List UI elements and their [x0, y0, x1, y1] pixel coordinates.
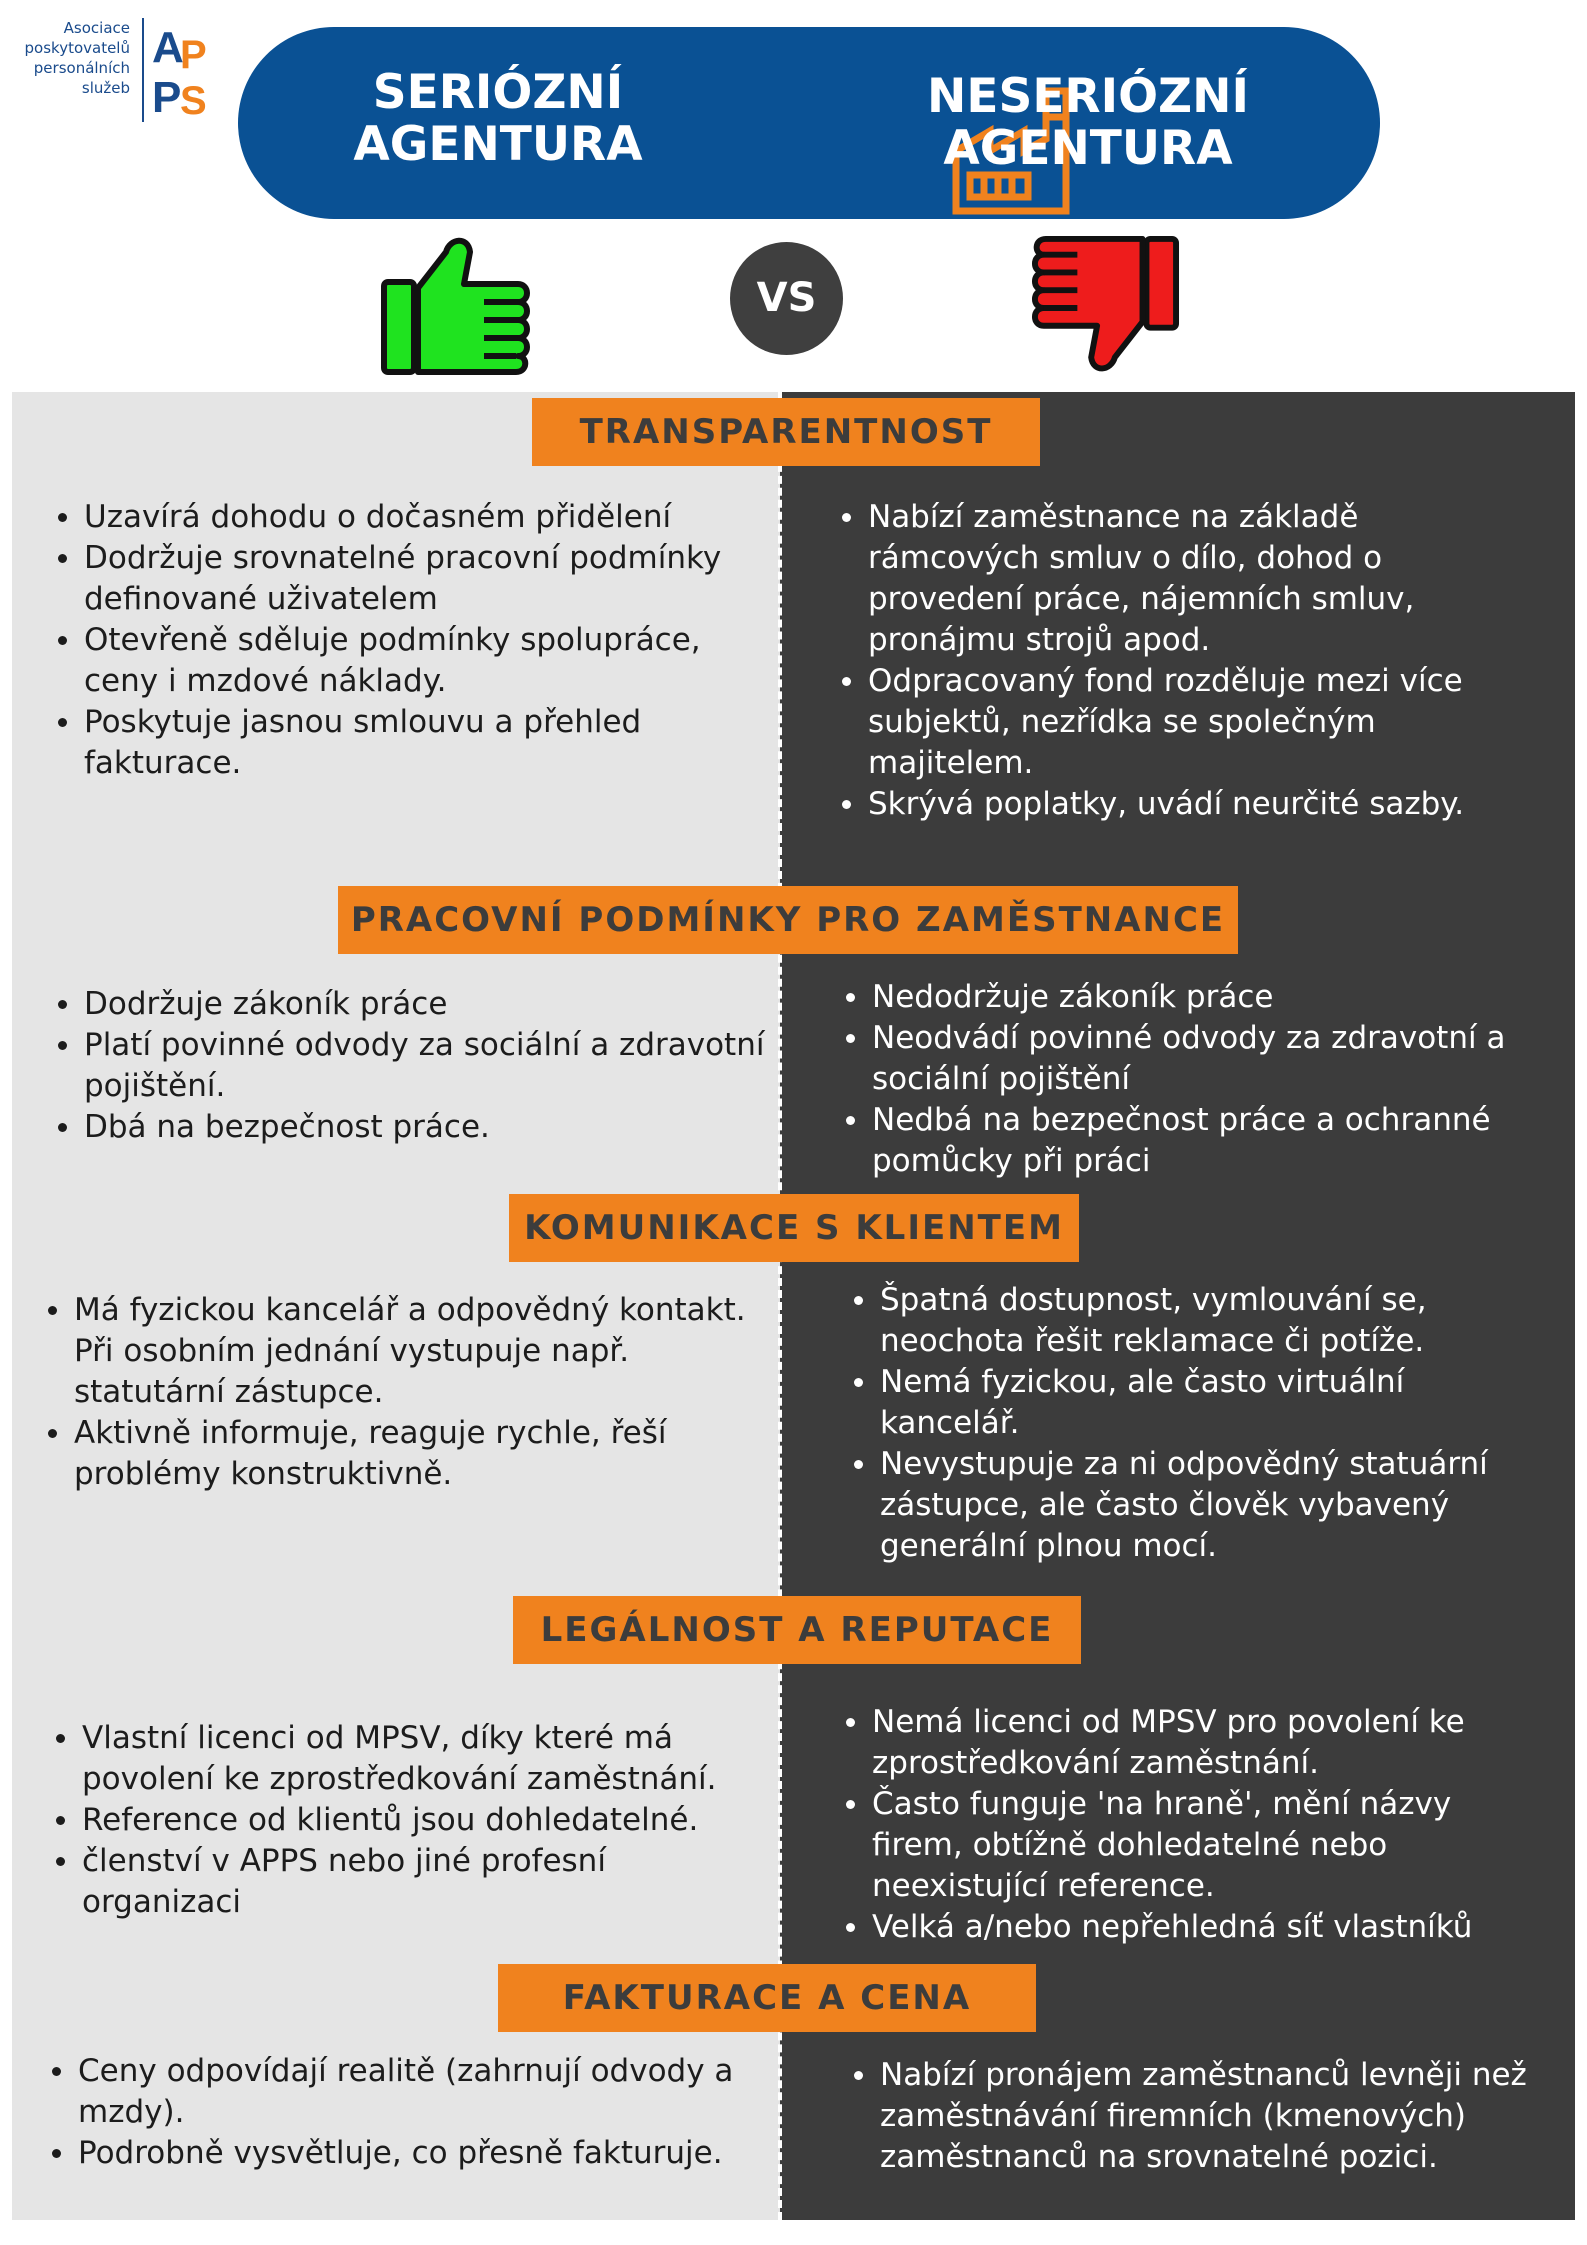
vs-badge: VS	[730, 242, 843, 355]
header-banner	[238, 27, 1380, 219]
list-item: Nabízí pronájem zaměstnanců levněji než zaměstnávání firemních (kmenových) zaměstnanců na srovnatelné pozici.	[848, 2055, 1538, 2178]
logo-divider	[142, 18, 144, 122]
list-item: Aktivně informuje, reaguje rychle, řeší problémy konstruktivně.	[42, 1413, 767, 1495]
section-title-working-conditions: PRACOVNÍ PODMÍNKY PRO ZAMĚSTNANCE	[338, 886, 1238, 954]
list-item: Nedodržuje zákoník práce	[840, 977, 1530, 1018]
list-item: členství v APPS nebo jiné profesní organizaci	[50, 1841, 750, 1923]
list-item: Uzavírá dohodu o dočasném přidělení	[52, 497, 752, 538]
thumbs-down-icon	[1030, 232, 1180, 382]
list-item: Nabízí zaměstnance na základě rámcových smluv o dílo, dohod o provedení práce, nájemních smluv, pronájmu strojů apod.	[836, 497, 1496, 661]
list-item: Vlastní licenci od MPSV, díky které má povolení ke zprostředkování zaměstnání.	[50, 1718, 750, 1800]
list-item: Neodvádí povinné odvody za zdravotní a sociální pojištění	[840, 1018, 1530, 1100]
logo-line: personálních	[33, 59, 130, 77]
section-title-client-communication: KOMUNIKACE S KLIENTEM	[509, 1194, 1079, 1262]
thumbs-up-icon	[380, 232, 532, 378]
working-conditions-serious-list	[52, 984, 772, 1148]
logo-letter-p2: P	[152, 73, 182, 118]
logo-line: poskytovatelů	[24, 39, 130, 57]
apps-logo-mark	[150, 18, 214, 118]
section-title-transparency: TRANSPARENTNOST	[532, 398, 1040, 466]
invoicing-unserious-list	[848, 2055, 1538, 2178]
column-divider	[778, 392, 782, 2220]
client-communication-unserious-list	[848, 1280, 1488, 1567]
legality-unserious-list	[840, 1702, 1530, 1948]
list-item: Nemá fyzickou, ale často virtuální kancelář.	[848, 1362, 1488, 1444]
logo-letter-p: P	[180, 33, 207, 77]
list-item: Poskytuje jasnou smlouvu a přehled fakturace.	[52, 702, 752, 784]
section-title-legality: LEGÁLNOST A REPUTACE	[513, 1596, 1081, 1664]
list-item: Má fyzickou kancelář a odpovědný kontakt. Při osobním jednání vystupuje např. statutární zástupce.	[42, 1290, 767, 1413]
list-item: Velká a/nebo nepřehledná síť vlastníků	[840, 1907, 1530, 1948]
list-item: Nemá licenci od MPSV pro povolení ke zprostředkování zaměstnání.	[840, 1702, 1530, 1784]
logo-line: služeb	[81, 79, 130, 97]
list-item: Podrobně vysvětluje, co přesně fakturuje.	[46, 2133, 761, 2174]
invoicing-serious-list	[46, 2051, 761, 2174]
list-item: Špatná dostupnost, vymlouvání se, neochota řešit reklamace či potíže.	[848, 1280, 1488, 1362]
legality-serious-list	[50, 1718, 750, 1923]
list-item: Otevřeně sděluje podmínky spolupráce, ceny i mzdové náklady.	[52, 620, 752, 702]
list-item: Dodržuje zákoník práce	[52, 984, 772, 1025]
transparency-unserious-list	[836, 497, 1496, 825]
apps-logo	[10, 10, 210, 120]
list-item: Skrývá poplatky, uvádí neurčité sazby.	[836, 784, 1496, 825]
list-item: Ceny odpovídají realitě (zahrnují odvody a mzdy).	[46, 2051, 761, 2133]
logo-letter-s: S	[180, 79, 207, 118]
list-item: Nevystupuje za ni odpovědný statuární zástupce, ale často člověk vybavený generální plnou mocí.	[848, 1444, 1488, 1567]
list-item: Často funguje 'na hraně', mění názvy firem, obtížně dohledatelné nebo neexistující reference.	[840, 1784, 1530, 1907]
section-title-invoicing: FAKTURACE A CENA	[498, 1964, 1036, 2032]
logo-line: Asociace	[63, 19, 130, 37]
working-conditions-unserious-list	[840, 977, 1530, 1182]
list-item: Reference od klientů jsou dohledatelné.	[50, 1800, 750, 1841]
list-item: Platí povinné odvody za sociální a zdravotní pojištění.	[52, 1025, 772, 1107]
list-item: Dbá na bezpečnost práce.	[52, 1107, 772, 1148]
list-item: Dodržuje srovnatelné pracovní podmínky definované uživatelem	[52, 538, 752, 620]
list-item: Nedbá na bezpečnost práce a ochranné pomůcky při práci	[840, 1100, 1530, 1182]
header-title-unserious: NESERIÓZNÍ AGENTURA	[927, 69, 1249, 176]
transparency-serious-list	[52, 497, 752, 784]
logo-text	[0, 18, 130, 98]
list-item: Odpracovaný fond rozděluje mezi více subjektů, nezřídka se společným majitelem.	[836, 661, 1496, 784]
header-title-serious: SERIÓZNÍ AGENTURA	[353, 65, 643, 172]
client-communication-serious-list	[42, 1290, 767, 1495]
logo-letter-a: A	[152, 23, 184, 72]
